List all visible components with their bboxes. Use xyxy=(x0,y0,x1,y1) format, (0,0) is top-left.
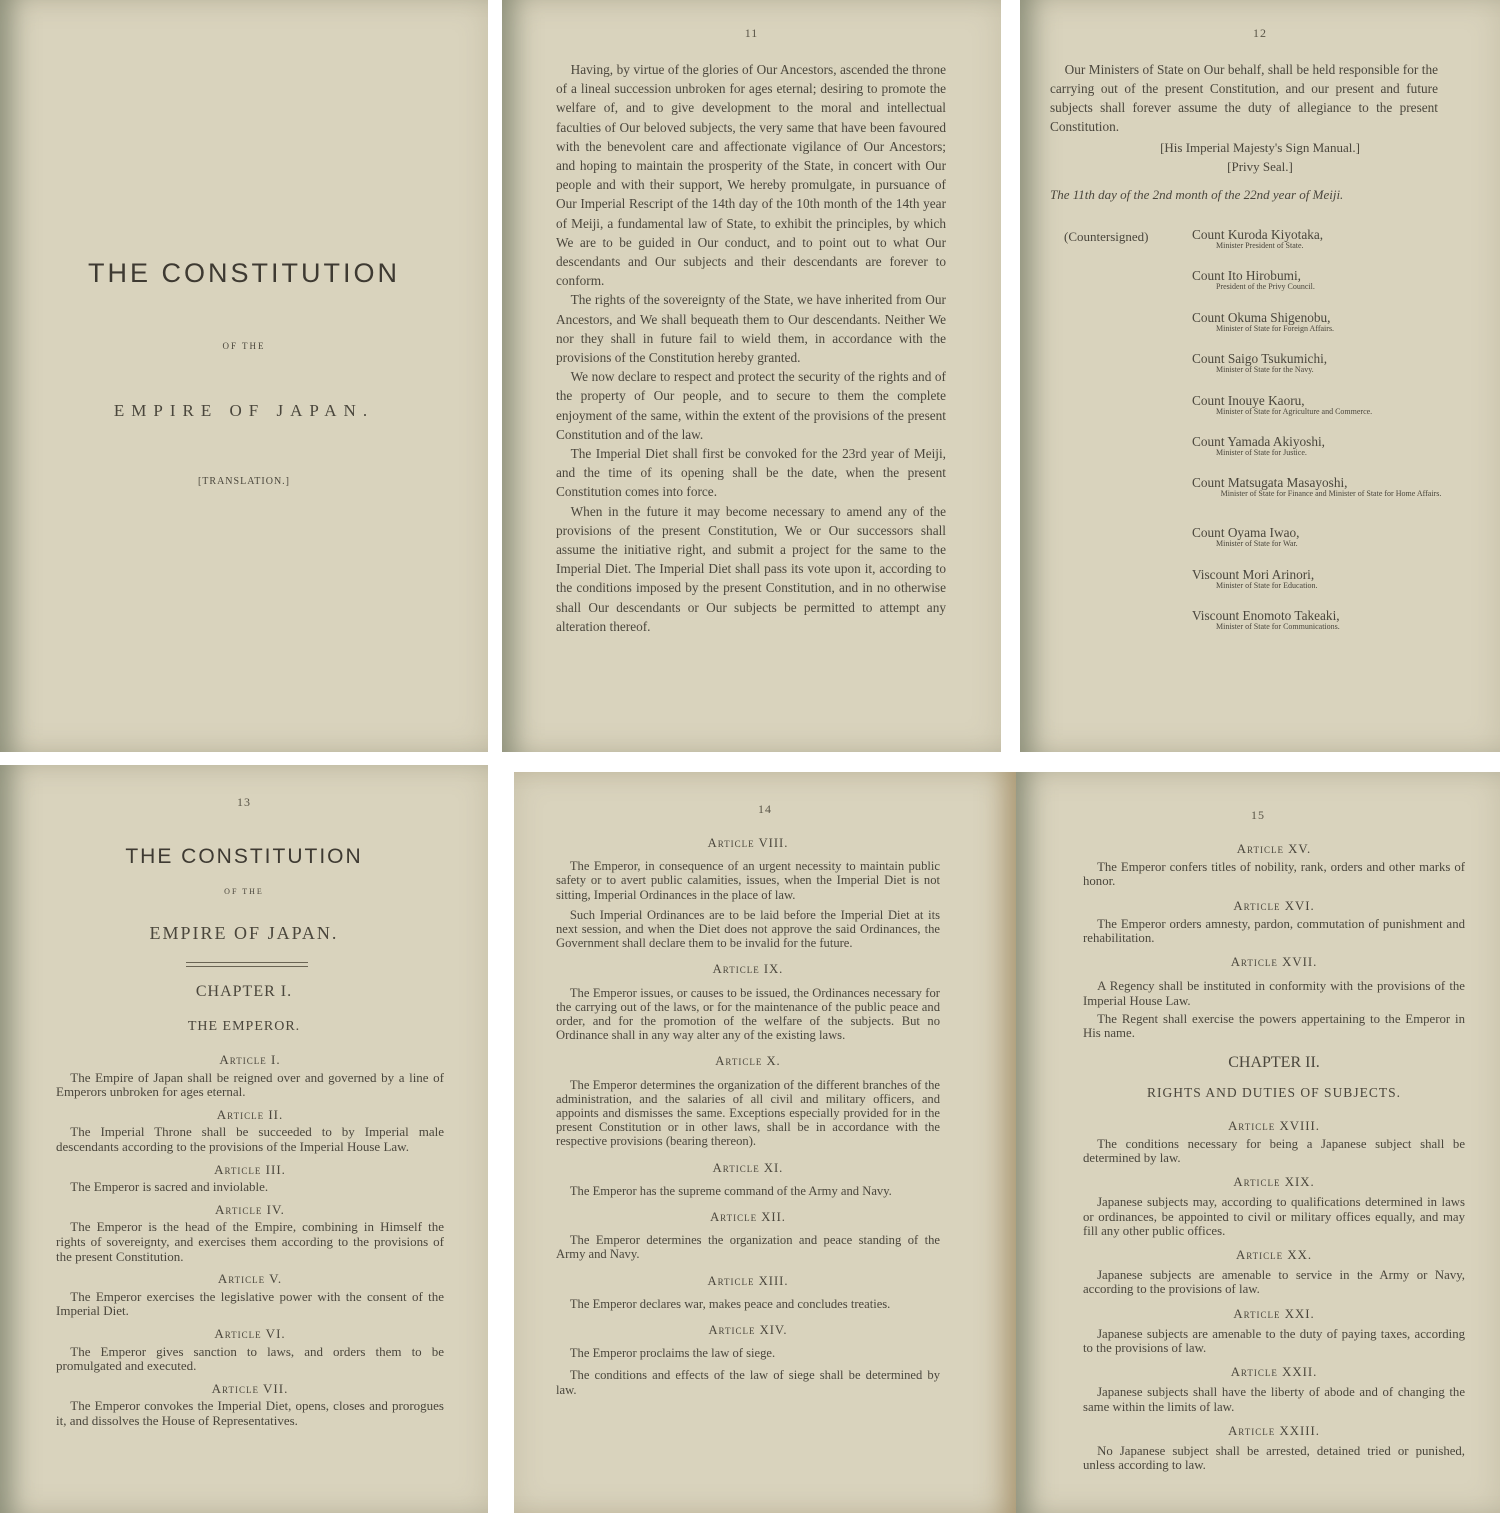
article-text: The Emperor declares war, makes peace and concludes treaties. xyxy=(569,1296,891,1311)
page-number: 11 xyxy=(744,26,759,40)
article-heading: Article V. xyxy=(217,1271,283,1287)
signatory xyxy=(1192,268,1482,309)
signatory-name: Count Oyama Iwao, xyxy=(1192,525,1300,541)
article-text: Japanese subjects may, according to qualifications determined in laws or ordinances, be appointed to civil or military offices equally, and may fill any other public offices. xyxy=(1083,1195,1465,1238)
signatory xyxy=(1192,608,1482,649)
title-of-the: OF THE xyxy=(224,887,264,896)
chapter-title: THE EMPEROR. xyxy=(187,1019,301,1034)
article-text: The Emperor convokes the Imperial Diet, opens, closes and prorogues it, and dissolves the House of Representatives. xyxy=(56,1398,444,1428)
article-text: A Regency shall be instituted in conformity with the provisions of the Imperial House Law. xyxy=(1083,979,1465,1008)
privy-seal: [Privy Seal.] xyxy=(1227,159,1293,174)
page-number: 13 xyxy=(237,795,251,809)
article-text: The conditions necessary for being a Japanese subject shall be determined by law. xyxy=(1083,1136,1465,1166)
signatory xyxy=(1192,393,1482,434)
title-heading: THE CONSTITUTION xyxy=(88,258,400,288)
article-text: No Japanese subject shall be arrested, detained tried or punished, unless according to law. xyxy=(1083,1444,1465,1473)
signatory-title: Minister of State for Education. xyxy=(1216,580,1318,590)
date-line: The 11th day of the 2nd month of the 22nd year of Meiji. xyxy=(1050,187,1344,202)
article-text: The Emperor is sacred and inviolable. xyxy=(70,1179,269,1195)
signatory xyxy=(1192,525,1482,566)
signatory-title: Minister of State for Foreign Affairs. xyxy=(1216,323,1335,333)
signatory-title: Minister of State for the Navy. xyxy=(1216,365,1314,375)
sign-manual: [His Imperial Majesty's Sign Manual.] xyxy=(1160,140,1360,155)
preamble-paragraph: When in the future it may become necessary to amend any of the provisions of the present Constitution, We or Our successors shall assume the initiative right, and submit a project for the same to the Imperial Diet. The Imperial Diet shall pass its vote upon it, according to the conditions imposed by the present Constitution, and in no otherwise shall Our descendants or Our subjects be permitted to attempt any alteration thereof. xyxy=(556,503,946,634)
article-text: The Imperial Throne shall be succeeded to by Imperial male descendants according to the provisions of the Imperial House Law. xyxy=(56,1124,444,1154)
page-number: 12 xyxy=(1253,26,1267,40)
signatory-title: President of the Privy Council. xyxy=(1216,282,1315,292)
preamble-paragraph: The Imperial Diet shall first be convoked for the 23rd year of Meiji, and the time of its opening shall be the date, when the present Constitution comes into force. xyxy=(556,446,946,500)
article-heading: Article XIV. xyxy=(708,1323,788,1338)
article-heading: Article XIX. xyxy=(1233,1175,1315,1190)
article-text: The Emperor confers titles of nobility, rank, orders and other marks of honor. xyxy=(1083,860,1465,889)
signatory-title: Minister of State for War. xyxy=(1216,539,1298,549)
article-text: The Emperor exercises the legislative power with the consent of the Imperial Diet. xyxy=(56,1288,444,1319)
signature-text xyxy=(1050,60,1438,136)
signatory xyxy=(1192,351,1482,392)
page-15 xyxy=(1016,772,1500,1513)
article-heading: Article XXI. xyxy=(1233,1306,1315,1321)
article-heading: Article X. xyxy=(715,1054,781,1069)
signatory xyxy=(1192,227,1482,268)
signatory xyxy=(1192,475,1482,525)
article-text: The Emperor determines the organization and peace standing of the Army and Navy. xyxy=(556,1233,940,1262)
signatory-name: Count Okuma Shigenobu, xyxy=(1192,309,1331,325)
article-heading: Article VII. xyxy=(211,1380,289,1396)
preamble-paragraph: The rights of the sovereignty of the State, we have inherited from Our Ancestors, and We shall bequeath them to Our descendants. Neither We nor they shall in future fail to wield them, in accordance with the provisions of the Constitution hereby granted. xyxy=(556,292,946,366)
article-heading: Article III. xyxy=(214,1161,286,1177)
article-heading: Article XXII. xyxy=(1230,1365,1318,1380)
article-text: The Emperor determines the organization of the different branches of the administration, and the salaries of all civil and military officers, and appoints and dismisses the same. Exceptions especially provided for in the present Constitution or in other laws, shall be in accordance with the respective provisions (bearing thereon). xyxy=(556,1077,940,1149)
article-text: The Empire of Japan shall be reigned over and governed by a line of Emperors unbroken for ages eternal. xyxy=(56,1069,444,1100)
articles-i-vii xyxy=(56,1051,444,1428)
article-text: The Emperor issues, or causes to be issued, the Ordinances necessary for the carrying out of the laws, or for the maintenance of the public peace and order, and for the promotion of the welfare of the subjects. But no Ordinance shall in any way alter any of the existing laws. xyxy=(556,985,940,1043)
title-of-the: OF THE xyxy=(222,341,266,351)
title-page xyxy=(0,0,488,752)
article-heading: Article XII. xyxy=(710,1210,786,1225)
title-empire: EMPIRE OF JAPAN. xyxy=(113,401,375,420)
signatory xyxy=(1192,310,1482,351)
signatory-title: Minister of State for Finance and Minister of State for Home Affairs. xyxy=(1220,489,1442,499)
article-heading: Article XIII. xyxy=(707,1273,789,1288)
chapter-heading: CHAPTER I. xyxy=(195,983,293,1000)
title-rule xyxy=(186,962,308,967)
countersigned-label: (Countersigned) xyxy=(1064,229,1149,244)
signatory-name: Count Yamada Akiyoshi, xyxy=(1192,433,1325,449)
articles-viii-xiv xyxy=(556,836,940,1397)
signatory-name: Count Matsugata Masayoshi, xyxy=(1192,475,1348,491)
signatory-list xyxy=(1192,227,1482,650)
title-translation: [TRANSLATION.] xyxy=(197,476,291,487)
article-heading: Article XV. xyxy=(1236,842,1312,856)
articles-xv-xxiii xyxy=(1083,842,1465,1473)
article-text: The Emperor orders amnesty, pardon, commutation of punishment and rehabilitation. xyxy=(1083,916,1465,946)
article-text: The Emperor has the supreme command of the Army and Navy. xyxy=(569,1183,892,1198)
article-heading: Article VI. xyxy=(214,1325,286,1341)
article-heading: Article I. xyxy=(219,1052,281,1067)
signatory-title: Minister of State for Justice. xyxy=(1216,447,1307,457)
article-text: Japanese subjects are amenable to the duty of paying taxes, according to the provisions of law. xyxy=(1083,1326,1465,1356)
article-heading: Article IX. xyxy=(712,962,784,977)
article-heading: Article XVI. xyxy=(1233,898,1315,913)
article-text: Such Imperial Ordinances are to be laid before the Imperial Diet at its next session, and when the Diet does not approve the said Ordinances, the Government shall declare them to be invalid for the future. xyxy=(556,907,940,951)
preamble-text xyxy=(556,60,946,636)
article-text: Japanese subjects are amenable to service in the Army or Navy, according to the provisions of law. xyxy=(1083,1268,1465,1297)
constitution-title: THE CONSTITUTION xyxy=(125,845,363,868)
article-text: The Emperor proclaims the law of siege. xyxy=(569,1346,776,1361)
chapter-title: RIGHTS AND DUTIES OF SUBJECTS. xyxy=(1147,1085,1401,1101)
page-11 xyxy=(502,0,1001,752)
preamble-paragraph: Having, by virtue of the glories of Our Ancestors, ascended the throne of a lineal succession unbroken for ages eternal; desiring to promote the welfare of, and to give development to the moral and intellectual faculties of Our beloved subjects, the very same that have been favoured with the benevolent care and affectionate vigilance of Our Ancestors; and hoping to maintain the prosperity of the State, in concert with Our people and with their support, We hereby promulgate, in pursuance of Our Imperial Rescript of the 14th day of the 10th month of the 14th year of Meiji, a fundamental law of State, to exhibit the principles, by which We are to be guided in Our conduct, and to point out to what Our descendants and Our subjects and their descendants are forever to conform. xyxy=(556,62,946,289)
signatory-name: Count Saigo Tsukumichi, xyxy=(1192,351,1328,367)
article-text: The conditions and effects of the law of siege shall be determined by law. xyxy=(556,1368,940,1397)
article-heading: Article XX. xyxy=(1235,1248,1313,1263)
page-number: 14 xyxy=(758,802,772,816)
signatory-title: Minister of State for Agriculture and Commerce. xyxy=(1216,406,1373,416)
signatory-title: Minister of State for Communications. xyxy=(1216,622,1340,632)
signatory-name: Count Ito Hirobumi, xyxy=(1192,268,1301,284)
page-14 xyxy=(514,772,1016,1513)
signatory-name: Viscount Enomoto Takeaki, xyxy=(1192,608,1340,624)
chapter-heading: CHAPTER II. xyxy=(1228,1054,1320,1072)
preamble-paragraph: We now declare to respect and protect the security of the rights and of the property of Our people, and to secure to them the complete enjoyment of the same, within the extent of the provisions of the present Constitution and of the law. xyxy=(556,369,946,442)
article-heading: Article XVIII. xyxy=(1228,1118,1320,1133)
article-heading: Article XXIII. xyxy=(1228,1423,1320,1438)
closing-paragraph: Our Ministers of State on Our behalf, shall be held responsible for the carrying out of the present Constitution, and our present and future subjects shall forever assume the duty of allegiance to the present Constitution. xyxy=(1050,62,1438,134)
signatory xyxy=(1192,434,1482,475)
page-13 xyxy=(0,765,488,1513)
page-number: 15 xyxy=(1251,808,1265,822)
signatory-title: Minister President of State. xyxy=(1216,241,1304,250)
page-12 xyxy=(1020,0,1500,752)
article-heading: Article XI. xyxy=(712,1160,784,1175)
article-text: Japanese subjects shall have the liberty of abode and of changing the same within the limits of law. xyxy=(1083,1385,1465,1414)
article-text: The Emperor, in consequence of an urgent necessity to maintain public safety or to avert public calamities, issues, when the Imperial Diet is not sitting, Imperial Ordinances in the place of law. xyxy=(556,859,940,902)
signatory-name: Count Kuroda Kiyotaka, xyxy=(1192,227,1324,242)
article-text: The Emperor gives sanction to laws, and orders them to be promulgated and executed. xyxy=(56,1343,444,1374)
signatory-name: Viscount Mori Arinori, xyxy=(1192,566,1315,582)
article-heading: Article II. xyxy=(216,1106,284,1122)
signatory xyxy=(1192,567,1482,608)
article-heading: Article IV. xyxy=(215,1201,285,1217)
article-text: The Emperor is the head of the Empire, combining in Himself the rights of sovereignty, and exercises them according to the provisions of the present Constitution. xyxy=(56,1219,444,1264)
article-heading: Article XVII. xyxy=(1230,955,1318,970)
article-text: The Regent shall exercise the powers appertaining to the Emperor in His name. xyxy=(1083,1011,1465,1041)
signatory-name: Count Inouye Kaoru, xyxy=(1192,392,1305,408)
article-heading: Article VIII. xyxy=(707,836,789,850)
title-empire: EMPIRE OF JAPAN. xyxy=(149,923,339,943)
